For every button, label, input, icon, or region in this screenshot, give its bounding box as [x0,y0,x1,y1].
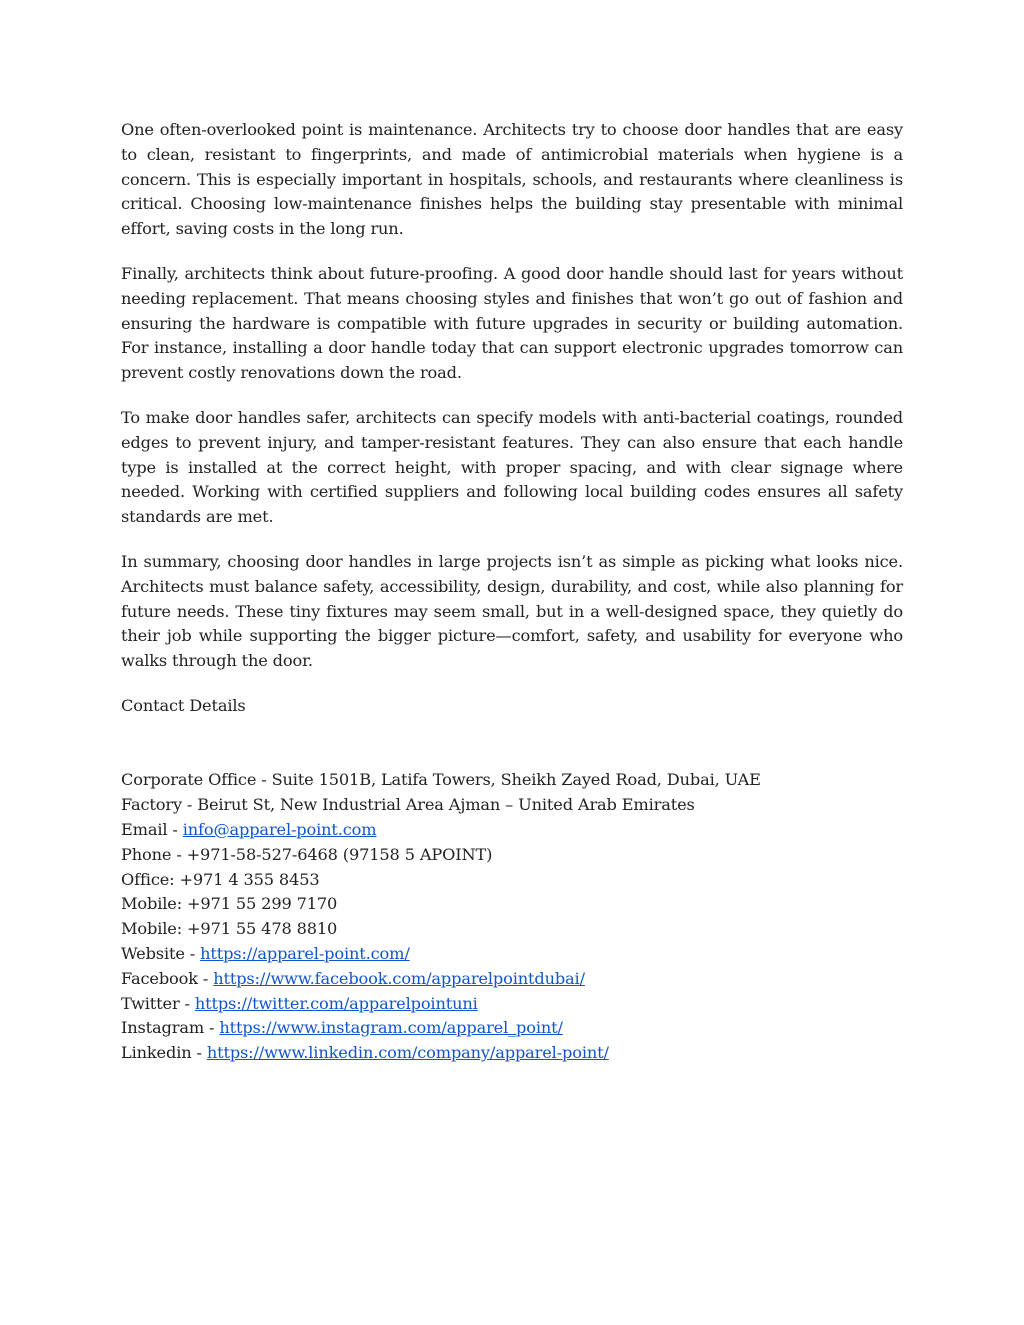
phone-line: Phone - +971-58-527-6468 (97158 5 APOINT) [121,844,493,864]
facebook-line [121,967,903,992]
corporate-office-line: Corporate Office - Suite 1501B, Latifa Towers, Sheikh Zayed Road, Dubai, UAE [121,770,761,790]
instagram-link[interactable]: https://www.instagram.com/apparel_point/ [219,1018,563,1038]
linkedin-line [121,1041,903,1066]
email-line [121,818,903,843]
instagram-line [121,1016,903,1041]
email-link[interactable]: info@apparel-point.com [182,819,377,839]
twitter-label: Twitter - [121,993,195,1013]
paragraph-safety: To make door handles safer, architects can specify models with anti-bacterial coatings, rounded edges to prevent injury, and tamper-resistant features. They can also ensure that each handle type is installed at the correct height, with proper spacing, and with clear signage where needed. Working with certified suppliers and following local building codes ensures all safety standards are met. [121,407,903,527]
linkedin-link[interactable]: https://www.linkedin.com/company/apparel-point/ [206,1043,609,1063]
twitter-line [121,992,903,1017]
mobile-line-1: Mobile: +971 55 299 7170 [121,894,338,914]
contact-list [121,768,903,1066]
website-link[interactable]: https://apparel-point.com/ [200,943,410,963]
office-line: Office: +971 4 355 8453 [121,869,320,889]
website-label: Website - [121,943,201,963]
paragraph-summary: In summary, choosing door handles in large projects isn’t as simple as picking what looks nice. Architects must balance safety, accessibility, design, durability, and cost, while also planning for future needs. These tiny fixtures may seem small, but in a well-designed space, they quietly do their job while supporting the bigger picture—comfort, safety, and usability for everyone who walks through the door. [121,551,903,671]
contact-heading: Contact Details [121,695,246,715]
paragraph-maintenance: One often-overlooked point is maintenance. Architects try to choose door handles that are easy to clean, resistant to fingerprints, and made of antimicrobial materials when hygiene is a concern. This is especially important in hospitals, schools, and restaurants where cleanliness is critical. Choosing low-maintenance finishes helps the building stay presentable with minimal effort, saving costs in the long run. [121,120,903,239]
instagram-label: Instagram - [121,1018,220,1038]
paragraph-future-proofing: Finally, architects think about future-proofing. A good door handle should last for years without needing replacement. That means choosing styles and finishes that won’t go out of fashion and ensuring the hardware is compatible with future upgrades in security or building automation. For instance, installing a door handle today that can support electronic upgrades tomorrow can prevent costly renovations down the road. [121,263,903,383]
document-page [121,118,903,1066]
website-line [121,942,903,967]
twitter-link[interactable]: https://twitter.com/apparelpointuni [194,993,478,1013]
facebook-link[interactable]: https://www.facebook.com/apparelpointdubai/ [213,968,585,988]
linkedin-label: Linkedin - [121,1043,207,1063]
factory-line: Factory - Beirut St, New Industrial Area Ajman – United Arab Emirates [121,795,695,815]
mobile-line-2: Mobile: +971 55 478 8810 [121,919,338,939]
facebook-label: Facebook - [121,968,214,988]
email-label: Email - [121,819,183,839]
